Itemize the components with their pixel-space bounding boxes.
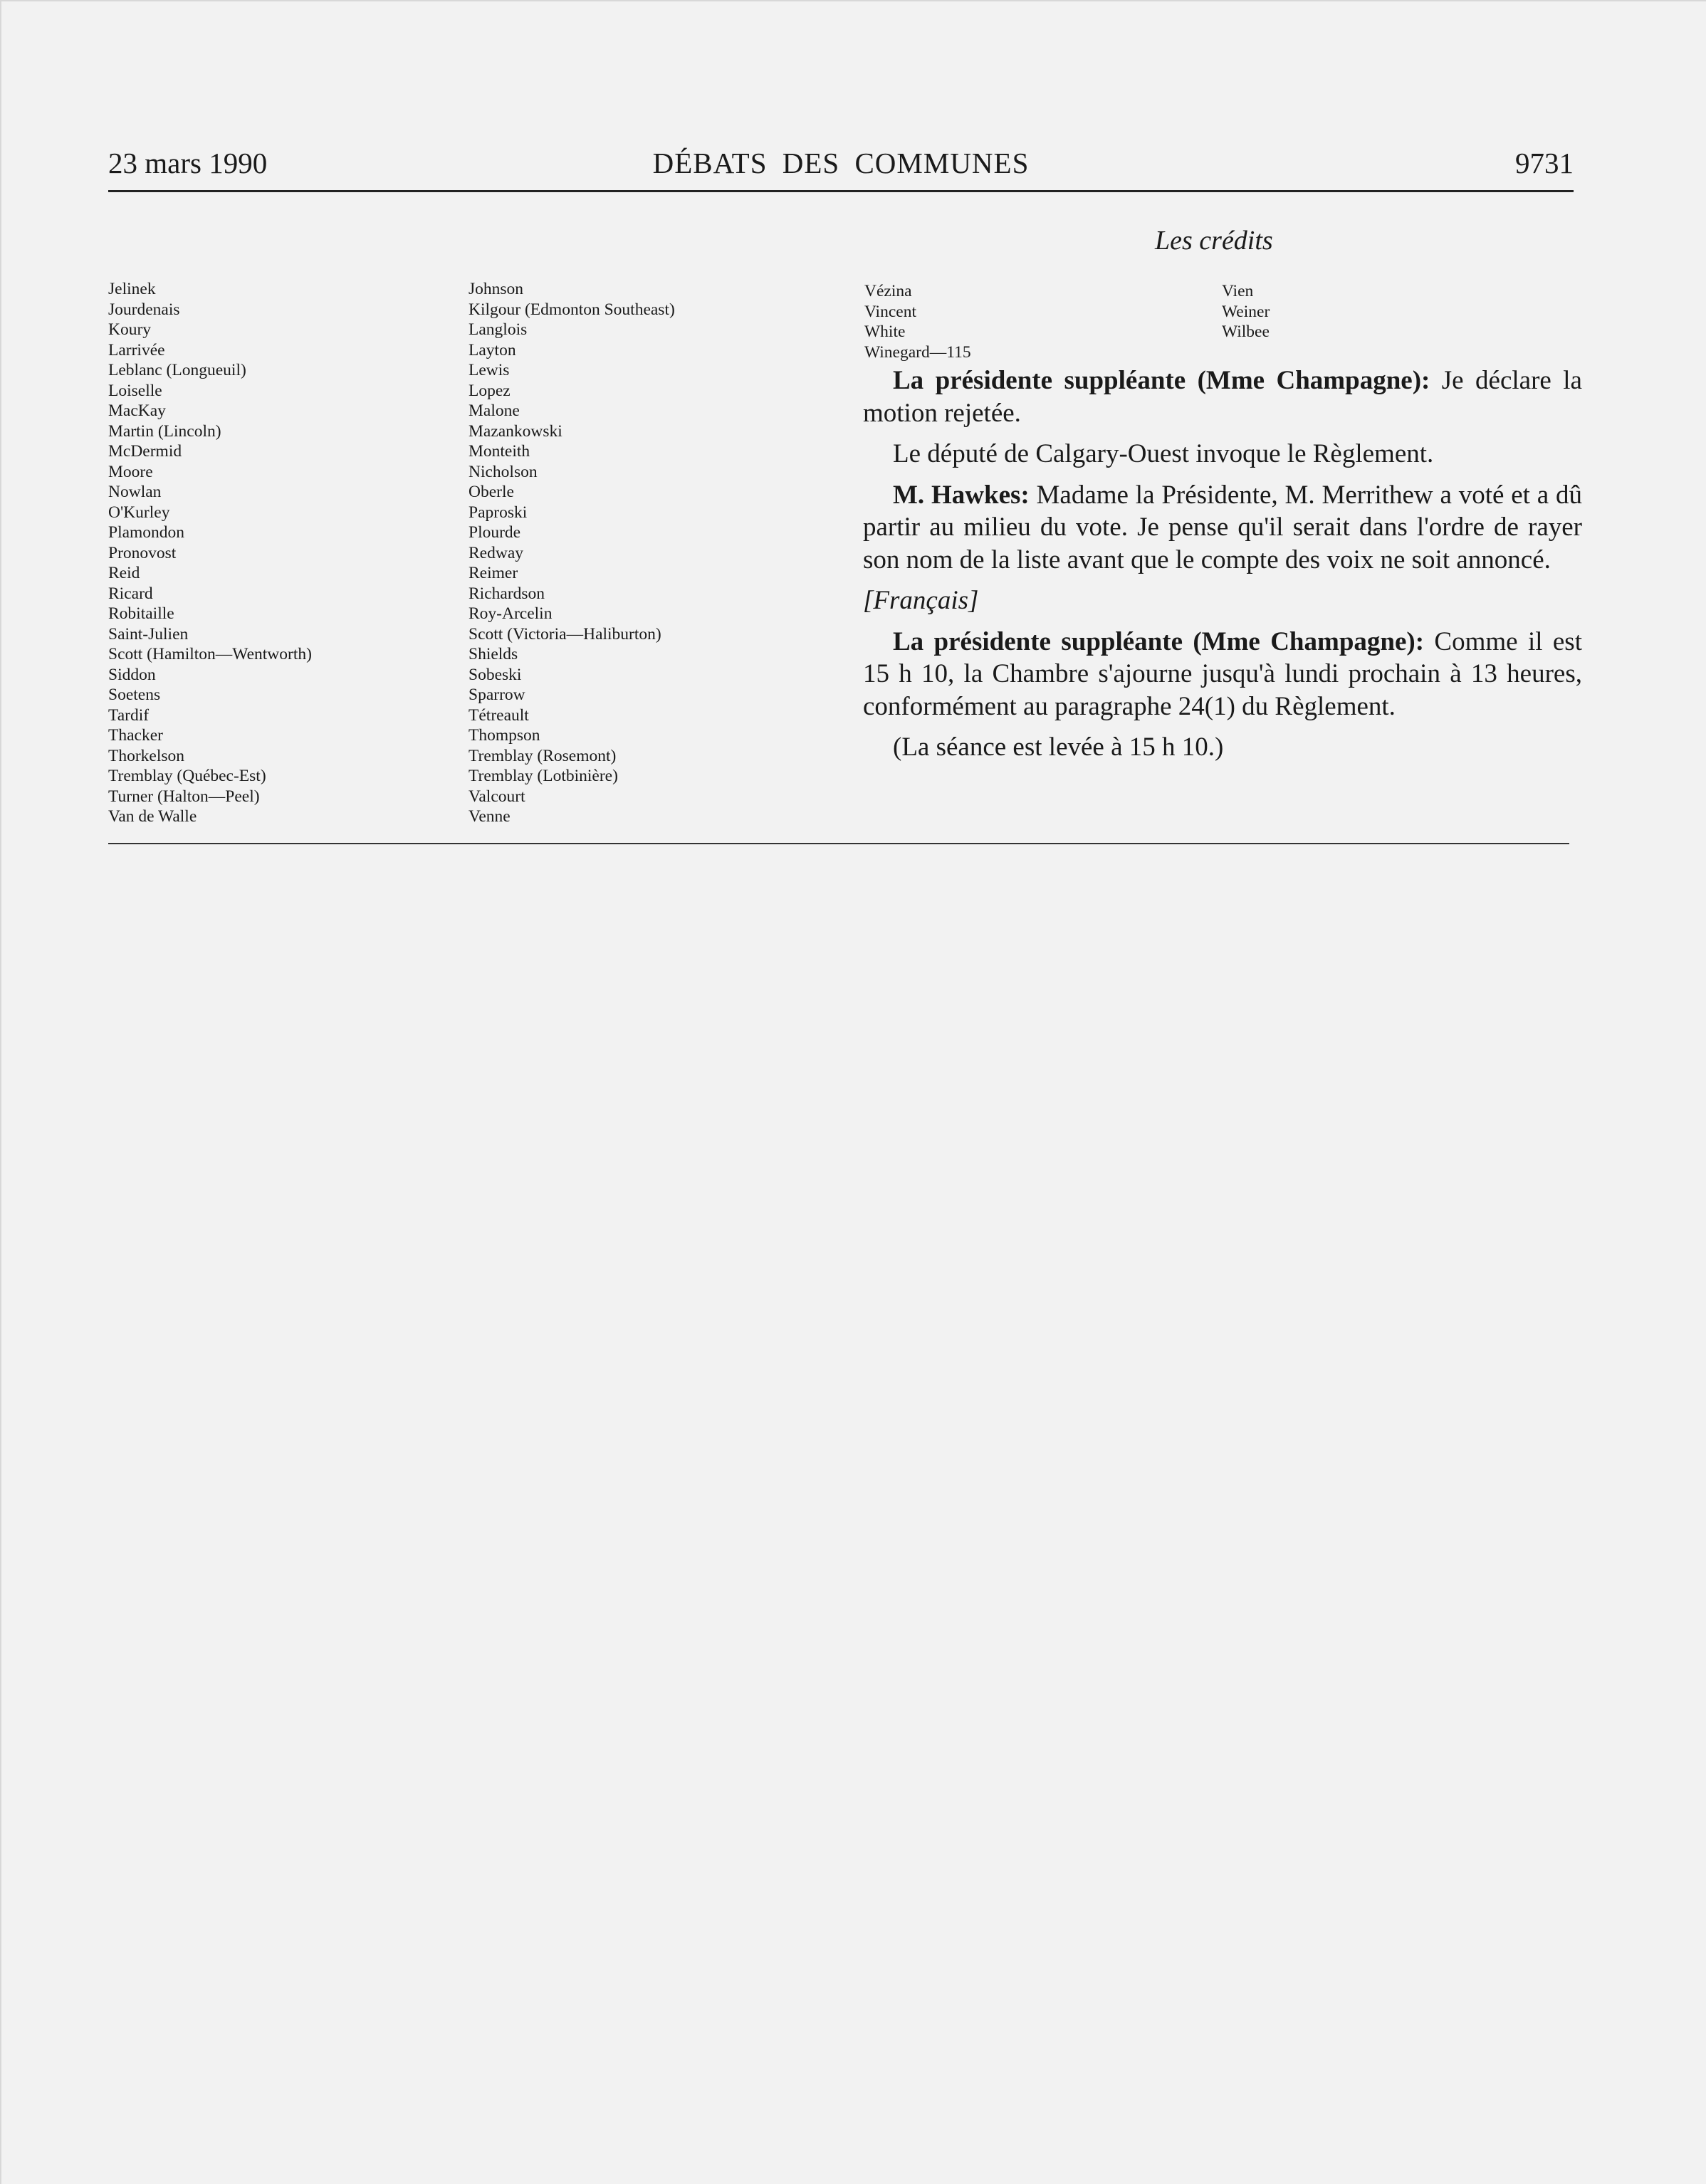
paragraph-sitting-adjourned [863,731,1582,764]
member-name: Robitaille [108,604,174,623]
member-name: O'Kurley [108,503,170,522]
language-label: [Français] [863,586,979,615]
member-name: Pronovost [108,543,177,562]
member-name: Redway [469,543,524,562]
member-name: Mazankowski [469,421,562,441]
speech-text: Le député de Calgary-Ouest invoque le Règlement. [893,439,1434,468]
member-name: Larrivée [108,340,165,359]
member-name: Oberle [469,483,514,501]
member-name: Malone [469,401,520,420]
member-name: Sobeski [469,665,522,684]
page-number: 9731 [1515,147,1574,179]
member-name: Vézina [864,282,912,300]
member-name: Reimer [469,564,518,582]
member-name: Thorkelson [108,746,185,765]
member-name: Tremblay (Québec-Est) [108,767,266,785]
member-name: Tremblay (Lotbinière) [469,767,618,785]
member-name: Jourdenais [108,300,180,319]
vote-list-column-4 [1222,281,1270,342]
member-name: Tardif [108,705,150,725]
bottom-rule [108,843,1569,844]
speech-text: Madame la Présidente, M. Merrithew a voté et a dû partir au milieu du vote. Je pense qu'il serait dans l'ordre de rayer son nom de la liste avant que le compte des voix ne soit annoncé. [863,480,1582,574]
speech-text: Comme il est 15 h 10, la Chambre s'ajourne jusqu'à lundi prochain à 13 heures, conformément au paragraphe 24(1) du Règlement. [863,626,1582,721]
member-name: Layton [469,340,516,359]
member-name: Nowlan [108,483,162,501]
member-name: Valcourt [469,787,525,806]
member-name: Moore [108,462,153,481]
member-name: Ricard [108,584,153,603]
member-name: Scott (Hamilton—Wentworth) [108,645,312,663]
section-title: Les crédits [1155,226,1273,256]
member-name: Scott (Victoria—Haliburton) [469,624,661,644]
header-date: 23 mars 1990 [108,147,268,179]
member-name: Richardson [469,584,545,603]
member-name: Langlois [469,320,528,339]
member-name: Weiner [1222,302,1270,321]
language-marker [863,584,1582,617]
member-name: White [864,322,906,341]
member-name: Jelinek [108,280,156,298]
member-name: Leblanc (Longueuil) [108,361,246,379]
vote-list-column-3 [864,281,971,362]
member-name: Plamondon [108,523,185,542]
member-name: Winegard—115 [864,342,971,362]
speaker-name: La présidente suppléante (Mme Champagne): [893,626,1425,656]
member-name: Vien [1222,282,1254,300]
member-name: Lewis [469,361,510,379]
member-name: Kilgour (Edmonton Southeast) [469,300,675,319]
member-name: Reid [108,564,140,582]
vote-list-column-1 [108,279,312,827]
member-name: Nicholson [469,462,538,481]
member-name: Paproski [469,503,528,522]
member-name: Thompson [469,726,540,745]
member-name: MacKay [108,401,166,420]
member-name: Sparrow [469,686,525,704]
member-name: Tremblay (Rosemont) [469,746,617,765]
paragraph-hawkes [863,479,1582,577]
member-name: Tétreault [469,705,529,725]
member-name: Koury [108,320,152,339]
debate-text [863,364,1582,772]
speech-text: (La séance est levée à 15 h 10.) [893,733,1224,762]
member-name: Turner (Halton—Peel) [108,787,260,806]
member-name: Martin (Lincoln) [108,421,221,441]
member-name: Loiselle [108,381,162,400]
paragraph-motion-rejected [863,364,1582,429]
paragraph-point-of-order [863,438,1582,471]
member-name: Monteith [469,442,530,461]
member-name: Wilbee [1222,322,1270,341]
speech-text: Je déclare la motion rejetée. [863,366,1582,428]
member-name: Saint-Julien [108,624,189,644]
page-header [108,146,1574,192]
paragraph-adjournment [863,626,1582,723]
member-name: Van de Walle [108,807,197,826]
member-name: Siddon [108,665,156,684]
header-title: DÉBATS DES COMMUNES [652,147,1030,179]
member-name: Soetens [108,686,161,704]
member-name: Thacker [108,726,163,745]
member-name: McDermid [108,442,182,461]
member-name: Plourde [469,523,521,542]
member-name: Shields [469,645,518,663]
member-name: Lopez [469,381,511,400]
vote-list-column-2 [469,279,675,827]
member-name: Vincent [864,302,916,321]
member-name: Roy-Arcelin [469,604,553,623]
member-name: Venne [469,807,511,826]
speaker-name: M. Hawkes: [893,480,1030,510]
speaker-name: La présidente suppléante (Mme Champagne): [893,366,1430,395]
member-name: Johnson [469,280,524,298]
